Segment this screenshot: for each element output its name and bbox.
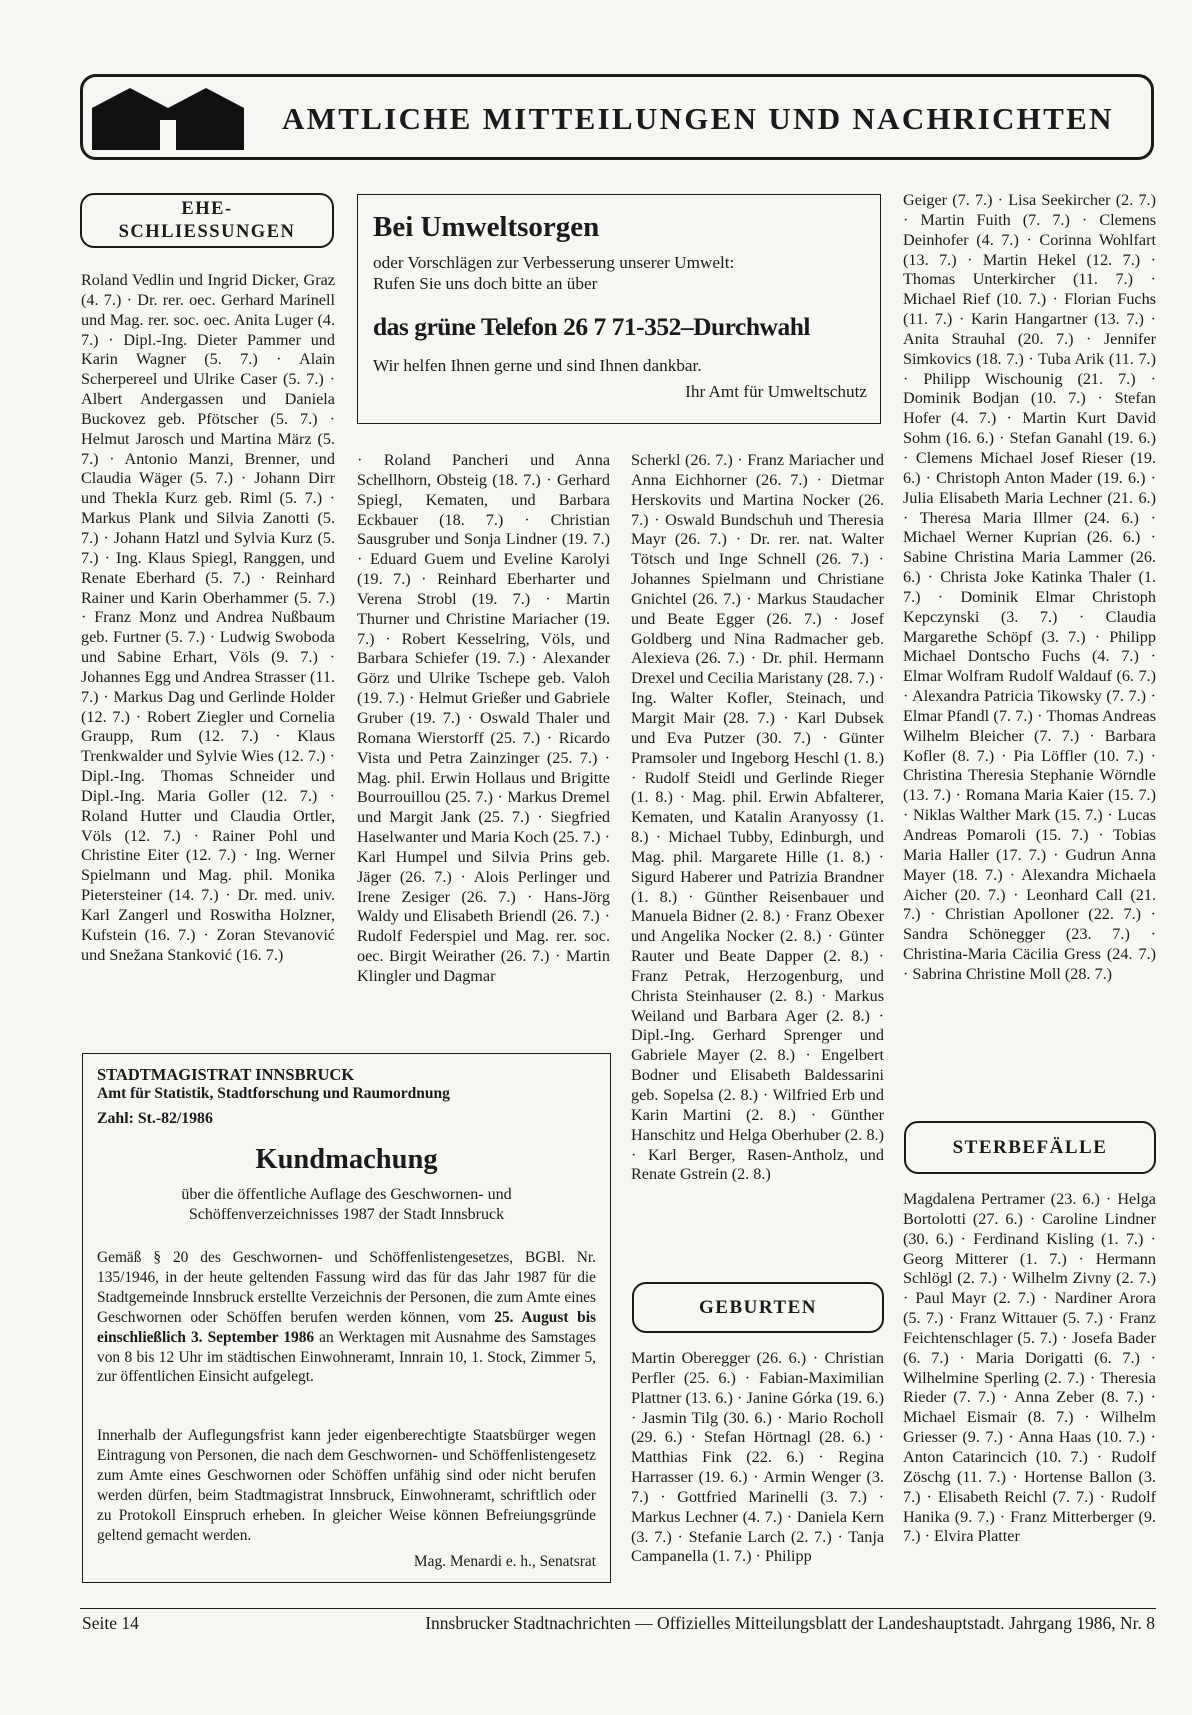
notice-paragraph-1 — [97, 1248, 596, 1387]
notice-signature: Mag. Menardi e. h., Senatsrat — [413, 1553, 596, 1570]
page-number: Seite 14 — [82, 1613, 139, 1633]
environment-signature: Ihr Amt für Umweltschutz — [685, 382, 867, 401]
city-logo-icon — [92, 88, 244, 150]
green-phone-number: das grüne Telefon 26 7 71-352–Durchwahl — [373, 312, 810, 341]
marriages-column-2: · Roland Pancheri und Anna Schellhorn, Obsteig (18. 7.) · Gerhard Spiegl, Kematen, und Barbara Eckbauer (18. 7.) · Christian Sausgruber und Sonja Lindner (19. 7.) · Eduard Guem und Eveline Karolyi (19. 7.) · Reinhard Eberharter und Verena Strobl (19. 7.) · Martin Thurner und Christine Mariacher (19. 7.) · Robert Kesselring, Völs, und Barbara Schiefer (19. 7.) · Alexander Görz und Ulrike Tschepe geb. Valoh (19. 7.) · Helmut Grießer und Gabriele Gruber (19. 7.) · Oswald Thaler und Romana Wierstorff (25. 7.) · Ricardo Vista und Petra Zainzinger (25. 7.) · Mag. phil. Erwin Hollaus und Brigitte Bourrouillou (25. 7.) · Markus Dremel und Margit Jank (25. 7.) · Siegfried Haselwanter und Maria Koch (25. 7.) · Karl Humpel und Silvia Prins geb. Jäger (26. 7.) · Alois Perlinger und Irene Zesiger (26. 7.) · Hans-Jörg Waldy und Elisabeth Briendl (26. 7.) · Rudolf Federspiel und Mag. rer. soc. oec. Birgit Weirather (26. 7.) · Martin Klingler und Dagmar — [357, 451, 610, 985]
notice-para1-text-a: Gemäß § 20 des Geschwornen- und Schöffenlistengesetzes, BGBl. Nr. 135/1946, in der heute geltenden Fassung wird das für das Jahr 1987 für die Stadtgemeinde Innsbruck erstellte Verzeichnis der Personen, die zum Amte eines Geschwornen oder Schöffen berufen werden können, vom — [97, 1249, 596, 1326]
notice-paragraph-2: Innerhalb der Auflegungsfrist kann jeder eigenberechtigte Staatsbürger wegen Eintragung von Personen, die nach dem Geschwornen- und Schöffenlistengesetz zum Amte eines Geschwornen oder Schöffen unfähig sind oder nicht berufen werden dürfen, beim Stadtmagistrat Innsbruck, Einwohneramt, schriftlich oder zu Protokoll Einspruch erheben. In gleicher Weise können Befreiungsgründe geltend gemacht werden. — [97, 1427, 596, 1544]
footer-rule — [80, 1608, 1156, 1609]
notice-office: STADTMAGISTRAT INNSBRUCK — [97, 1065, 355, 1084]
marriages-column-1: Roland Vedlin und Ingrid Dicker, Graz (4. 7.) · Dr. rer. oec. Gerhard Marinell und Mag. rer. soc. oec. Anita Luger (4. 7.) · Dipl.-Ing. Dieter Pammer und Karin Wagner (5. 7.) · Alain Scherpereel und Ulrike Caser (5. 7.) · Albert Andergassen und Daniela Buckovez geb. Pfötscher (5. 7.) · Helmut Jarosch und Martina März (5. 7.) · Antonio Manzi, Brenner, und Claudia Wäger (5. 7.) · Johann Dirr und Thekla Kurz geb. Riml (5. 7.) · Markus Plank und Silvia Zanotti (5. 7.) · Johann Hatzl und Sylvia Kurz (5. 7.) · Ing. Klaus Spiegl, Ranggen, und Renate Eberhard (5. 7.) · Reinhard Rainer und Karin Oberhammer (5. 7.) · Franz Monz und Andrea Nußbaum geb. Furtner (5. 7.) · Ludwig Swoboda und Sabine Erhart, Völs (9. 7.) · Johannes Egg und Andrea Strasser (11. 7.) · Markus Dag und Gerlinde Holder (12. 7.) · Robert Ziegler und Cornelia Graupp, Rum (12. 7.) · Klaus Trenkwalder und Sylvie Wies (12. 7.) · Dipl.-Ing. Thomas Schneider und Dipl.-Ing. Maria Goller (12. 7.) · Roland Hutter und Claudia Ortler, Völs (12. 7.) · Rainer Pohl und Christine Eiter (12. 7.) · Ing. Werner Spielmann und Mag. phil. Monika Pietersteiner (14. 7.) · Dr. med. univ. Karl Zangerl und Roswitha Holzner, Kufstein (16. 7.) · Zoran Stevanović und Snežana Stanković (16. 7.) — [81, 271, 335, 964]
deaths-heading: STERBEFÄLLE — [904, 1121, 1156, 1174]
page-header-title: AMTLICHE MITTEILUNGEN UND NACHRICHTEN — [282, 101, 1114, 136]
environment-line-3: Wir helfen Ihnen gerne und sind Ihnen dankbar. — [373, 356, 702, 375]
births-column-3: Martin Oberegger (26. 6.) · Christian Perfler (25. 6.) · Fabian-Maximilian Plattner (13. 6.) · Janine Górka (19. 6.) · Jasmin Tilg (30. 6.) · Mario Rocholl (29. 6.) · Stefan Hörtnagl (28. 6.) · Matthias Fink (22. 6.) · Regina Harrasser (19. 6.) · Armin Wenger (3. 7.) · Gottfried Marinelli (3. 7.) · Markus Lechner (4. 7.) · Daniela Kern (3. 7.) · Stefanie Larch (2. 7.) · Tanja Campanella (1. 7.) · Philipp — [631, 1349, 884, 1566]
environment-title: Bei Umweltsorgen — [373, 211, 600, 243]
births-column-4: Geiger (7. 7.) · Lisa Seekircher (2. 7.) · Martin Fuith (7. 7.) · Clemens Deinhofer (4. 7.) · Corinna Wohlfart (13. 7.) · Martin Hekel (12. 7.) · Thomas Unterkircher (11. 7.) · Michael Rief (10. 7.) · Florian Fuchs (11. 7.) · Karin Hangartner (13. 7.) · Anita Strauhal (20. 7.) · Jennifer Simkovics (18. 7.) · Tuba Arik (11. 7.) · Philipp Wischounig (21. 7.) · Dominik Bodjan (10. 7.) · Stefan Hofer (4. 7.) · Martin Kurt David Sohm (16. 6.) · Stefan Ganahl (19. 6.) · Clemens Michael Josef Rieser (19. 6.) · Christoph Anton Mader (19. 6.) · Julia Elisabeth Maria Lechner (21. 6.) · Theresa Maria Illmer (24. 6.) · Michael Werner Kuprian (26. 6.) · Sabine Christina Maria Lammer (26. 6.) · Christa Joke Katinka Thaler (1. 7.) · Dominik Elmar Christoph Kepczynski (3. 7.) · Claudia Margarethe Schöpf (3. 7.) · Philipp Michael Dontscho Fuchs (4. 7.) · Elmar Wolfram Rudolf Waldauf (6. 7.) · Alexandra Patricia Tikowsky (7. 7.) · Elmar Pfandl (7. 7.) · Thomas Andreas Wilhelm Bleicher (7. 7.) · Barbara Kofler (8. 7.) · Pia Löffler (10. 7.) · Christina Theresia Stephanie Wörndle (13. 7.) · Romana Maria Kaier (15. 7.) · Niklas Walther Mark (15. 7.) · Lucas Andreas Pomaroli (15. 7.) · Tobias Maria Haller (17. 7.) · Gudrun Anna Mayer (18. 7.) · Alexandra Michaela Aicher (20. 7.) · Leonhard Call (21. 7.) · Christian Apolloner (22. 7.) · Sandra Schönegger (23. 7.) · Christina-Maria Cäcilia Gress (24. 7.) · Sabrina Christine Moll (28. 7.) — [903, 191, 1156, 983]
births-heading: GEBURTEN — [632, 1282, 884, 1333]
notice-subtitle: über die öffentliche Auflage des Geschwornen- und Schöffenverzeichnisses 1987 der Stadt Innsbruck — [181, 1186, 512, 1223]
marriages-column-3: Scherkl (26. 7.) · Franz Mariacher und Anna Eichhorner (26. 7.) · Dietmar Herskovits und Martina Nocker (26. 7.) · Oswald Bundschuh und Theresia Mayr (26. 7.) · Dr. rer. nat. Walter Tötsch und Inge Schnell (26. 7.) · Johannes Spielmann und Christiane Gnichtel (26. 7.) · Markus Staudacher und Beate Egger (26. 7.) · Josef Goldberg und Nina Radmacher geb. Alexieva (26. 7.) · Dr. phil. Hermann Drexel und Cecilia Maristany (28. 7.) · Ing. Walter Kofler, Steinach, und Margit Mair (28. 7.) · Karl Dubsek und Eva Putzer (30. 7.) · Günter Pramsoler und Ingeborg Heschl (1. 8.) · Rudolf Steidl und Gerlinde Rieger (1. 8.) · Mag. phil. Erwin Abfalterer, Kematen, und Katalin Aranyossy (1. 8.) · Michael Tubby, Edinburgh, und Mag. phil. Margarete Hille (1. 8.) · Sigurd Haberer und Patrizia Brandner (1. 8.) · Günther Reisenbauer und Manuela Bidner (2. 8.) · Franz Obexer und Angelika Nocker (2. 8.) · Günter Rauter und Beate Dapper (2. 8.) · Franz Petrak, Herzogenburg, und Christa Steinhauser (2. 8.) · Markus Weiland und Barbara Ager (2. 8.) · Dipl.-Ing. Gerhard Sprenger und Gabriele Mayer (2. 8.) · Engelbert Bodner und Elisabeth Baldessarini geb. Sopelsa (2. 8.) · Wilfried Erb und Karin Martini (2. 8.) · Günther Hanschitz und Helga Oberhuber (2. 8.) · Karl Berger, Rasen-Antholz, und Renate Gstrein (2. 8.) — [631, 451, 884, 1184]
publication-line: Innsbrucker Stadtnachrichten — Offizielles Mitteilungsblatt der Landeshauptstadt. Jahrgang 1986, Nr. 8 — [425, 1613, 1155, 1633]
deaths-column-4: Magdalena Pertramer (23. 6.) · Helga Bortolotti (27. 6.) · Caroline Lindner (30. 6.) · Ferdinand Kisling (1. 7.) · Georg Mitterer (1. 7.) · Hermann Schlögl (2. 7.) · Wilhelm Zivny (2. 7.) · Paul Mayr (2. 7.) · Nardiner Arora (5. 7.) · Franz Wittauer (5. 7.) · Franz Feichtenschlager (5. 7.) · Josefa Bader (6. 7.) · Maria Dorigatti (6. 7.) · Wilhelmine Sperling (2. 7.) · Theresia Rieder (7. 7.) · Anna Zeber (8. 7.) · Michael Eismair (8. 7.) · Wilhelm Griesser (9. 7.) · Anna Haas (10. 7.) · Anton Catarincich (10. 7.) · Rudolf Zöschg (11. 7.) · Hortense Ballon (3. 7.) · Elisabeth Reichl (7. 7.) · Rudolf Hanika (9. 7.) · Franz Mitterberger (9. 7.) · Elvira Platter — [903, 1190, 1156, 1546]
notice-department: Amt für Statistik, Stadtforschung und Raumordnung — [97, 1085, 450, 1102]
environment-line-2: Rufen Sie uns doch bitte an über — [373, 274, 598, 293]
notice-dates: 25. August bis einschließlich 3. September 1986 — [97, 1308, 597, 1346]
notice-file-number: Zahl: St.-82/1986 — [97, 1110, 213, 1127]
marriages-heading: EHE- SCHLIESSUNGEN — [80, 193, 334, 248]
environment-line-1: oder Vorschlägen zur Verbesserung unserer Umwelt: — [373, 253, 735, 272]
notice-para1-text-b: an Werktagen mit Ausnahme des Samstages von 8 bis 12 Uhr im städtischen Einwohneramt, Innrain 10, 1. Stock, Zimmer 5, zur öffentlichen Einsicht aufgelegt. — [97, 1328, 596, 1386]
notice-title: Kundmachung — [255, 1144, 438, 1175]
